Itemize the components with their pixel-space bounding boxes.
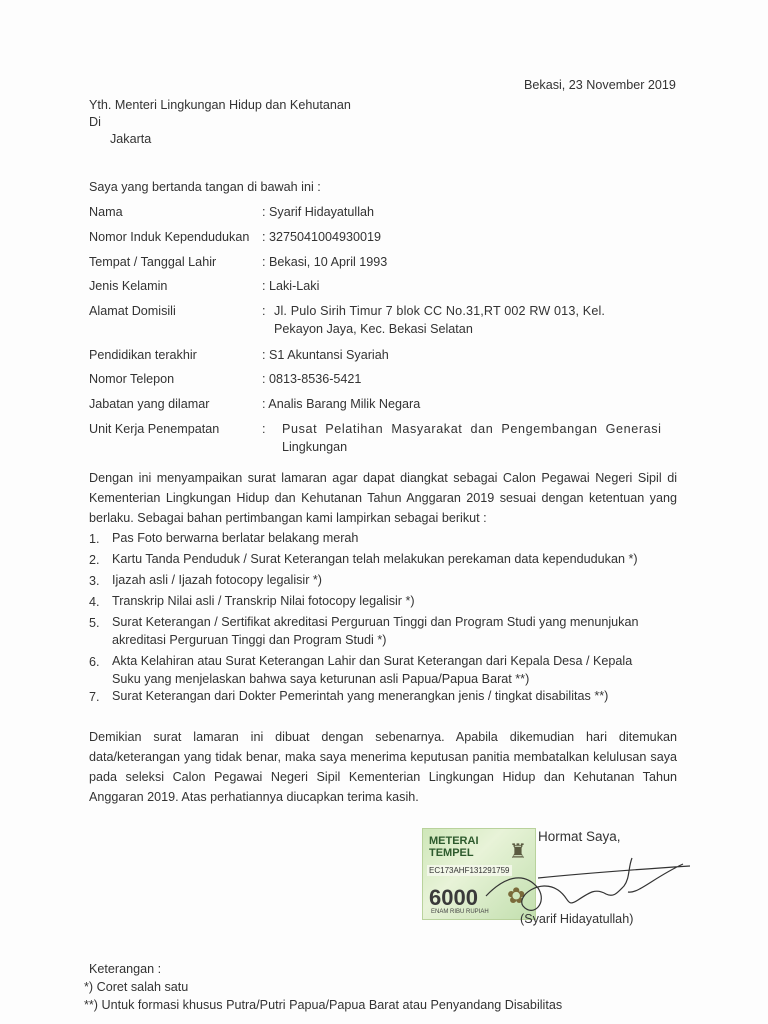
field-label-education: Pendidikan terakhir	[89, 348, 197, 362]
stamp-serial: EC173AHF131291759	[429, 866, 510, 875]
attachment-item-accreditation-line1: Surat Keterangan / Sertifikat akreditasi Perguruan Tinggi dan Program Studi yang menunjukan	[112, 615, 639, 629]
attachment-item-disability: Surat Keterangan dari Dokter Pemerintah yang menerangkan jenis / tingkat disabilitas **)	[112, 689, 609, 703]
field-value-birth: : Bekasi, 10 April 1993	[262, 255, 388, 269]
field-value-address-colon: :	[262, 304, 266, 318]
field-label-address: Alamat Domisili	[89, 304, 176, 318]
field-label-phone: Nomor Telepon	[89, 372, 175, 386]
recipient-city: Jakarta	[110, 132, 152, 146]
field-value-education: : S1 Akuntansi Syariah	[262, 348, 389, 362]
attachment-item-birth-cert-line2: Suku yang menjelaskan bahwa saya keturunan asli Papua/Papua Barat **)	[112, 672, 530, 686]
note-strike-option: *) Coret salah satu	[84, 980, 189, 994]
stamp-value: 6000	[429, 885, 478, 910]
stamp-subtitle: ENAM RIBU RUPIAH	[431, 909, 489, 915]
stamp-title-line2: TEMPEL	[429, 847, 474, 859]
attachment-number: 6.	[89, 655, 100, 669]
attachment-number: 4.	[89, 595, 100, 609]
attachment-number: 2.	[89, 553, 100, 567]
field-label-unit: Unit Kerja Penempatan	[89, 422, 220, 436]
garuda-emblem-icon: ♜	[509, 841, 527, 863]
attachment-item-transcript: Transkrip Nilai asli / Transkrip Nilai fotocopy legalisir *)	[112, 594, 415, 608]
recipient-line2: Di	[89, 115, 101, 129]
field-value-gender: : Laki-Laki	[262, 279, 320, 293]
attachment-item-photo: Pas Foto berwarna berlatar belakang merah	[112, 531, 359, 545]
application-paragraph: Dengan ini menyampaikan surat lamaran agar dapat diangkat sebagai Calon Pegawai Negeri Sipil di Kementerian Lingkungan Hidup dan Kehutanan Tahun Anggaran 2019 sesuai dengan ketentuan yang berlaku. Sebagai bahan pertimbangan kami lampirkan sebagai berikut :	[89, 471, 677, 525]
field-value-unit-line2: Lingkungan	[282, 440, 348, 454]
attachment-number: 1.	[89, 532, 100, 546]
field-value-position: : Analis Barang Milik Negara	[262, 397, 421, 411]
letter-date: Bekasi, 23 November 2019	[524, 78, 676, 92]
field-label-gender: Jenis Kelamin	[89, 279, 168, 293]
closing-salutation: Hormat Saya,	[538, 829, 621, 844]
field-value-address-line2: Pekayon Jaya, Kec. Bekasi Selatan	[274, 322, 473, 336]
field-value-name: : Syarif Hidayatullah	[262, 205, 374, 219]
intro-text: Saya yang bertanda tangan di bawah ini :	[89, 180, 321, 194]
signer-name: (Syarif Hidayatullah)	[520, 912, 634, 926]
closing-paragraph: Demikian surat lamaran ini dibuat dengan sebenarnya. Apabila dikemudian hari ditemukan data/keterangan yang tidak benar, maka saya menerima keputusan panitia membatalkan kelulusan saya pada seleksi Calon Pegawai Negeri Sipil Kementerian Lingkungan Hidup dan Kehutanan Tahun Anggaran 2019. Atas perhatiannya diucapkan terima kasih.	[89, 730, 677, 804]
attachment-number: 7.	[89, 690, 100, 704]
field-label-name: Nama	[89, 205, 123, 219]
field-label-nik: Nomor Induk Kependudukan	[89, 230, 250, 244]
field-value-nik: : 3275041004930019	[262, 230, 382, 244]
flower-emblem-icon: ✿	[507, 883, 526, 908]
stamp-title-line1: METERAI	[429, 835, 479, 847]
attachment-number: 3.	[89, 574, 100, 588]
field-value-unit-colon: :	[262, 422, 266, 436]
field-label-position: Jabatan yang dilamar	[89, 397, 210, 411]
field-label-birth: Tempat / Tanggal Lahir	[89, 255, 217, 269]
note-special-formation: **) Untuk formasi khusus Putra/Putri Papua/Papua Barat atau Penyandang Disabilitas	[84, 998, 563, 1012]
attachment-item-ijazah: Ijazah asli / Ijazah fotocopy legalisir *)	[112, 573, 322, 587]
recipient-line1: Yth. Menteri Lingkungan Hidup dan Kehutanan	[89, 98, 351, 112]
field-value-phone: : 0813-8536-5421	[262, 372, 362, 386]
field-value-unit-line1: Pusat Pelatihan Masyarakat dan Pengembangan Generasi	[282, 422, 662, 436]
field-value-address-line1: Jl. Pulo Sirih Timur 7 blok CC No.31,RT 002 RW 013, Kel.	[274, 304, 606, 318]
attachment-number: 5.	[89, 616, 100, 630]
attachment-item-birth-cert-line1: Akta Kelahiran atau Surat Keterangan Lahir dan Surat Keterangan dari Kepala Desa / Kepala	[112, 654, 633, 668]
attachment-item-ktp: Kartu Tanda Penduduk / Surat Keterangan telah melakukan perekaman data kependudukan *)	[112, 552, 638, 566]
stamp-title	[429, 835, 479, 859]
notes-heading: Keterangan :	[89, 962, 162, 976]
attachment-item-accreditation-line2: akreditasi Perguruan Tinggi dan Program Studi *)	[112, 633, 387, 647]
